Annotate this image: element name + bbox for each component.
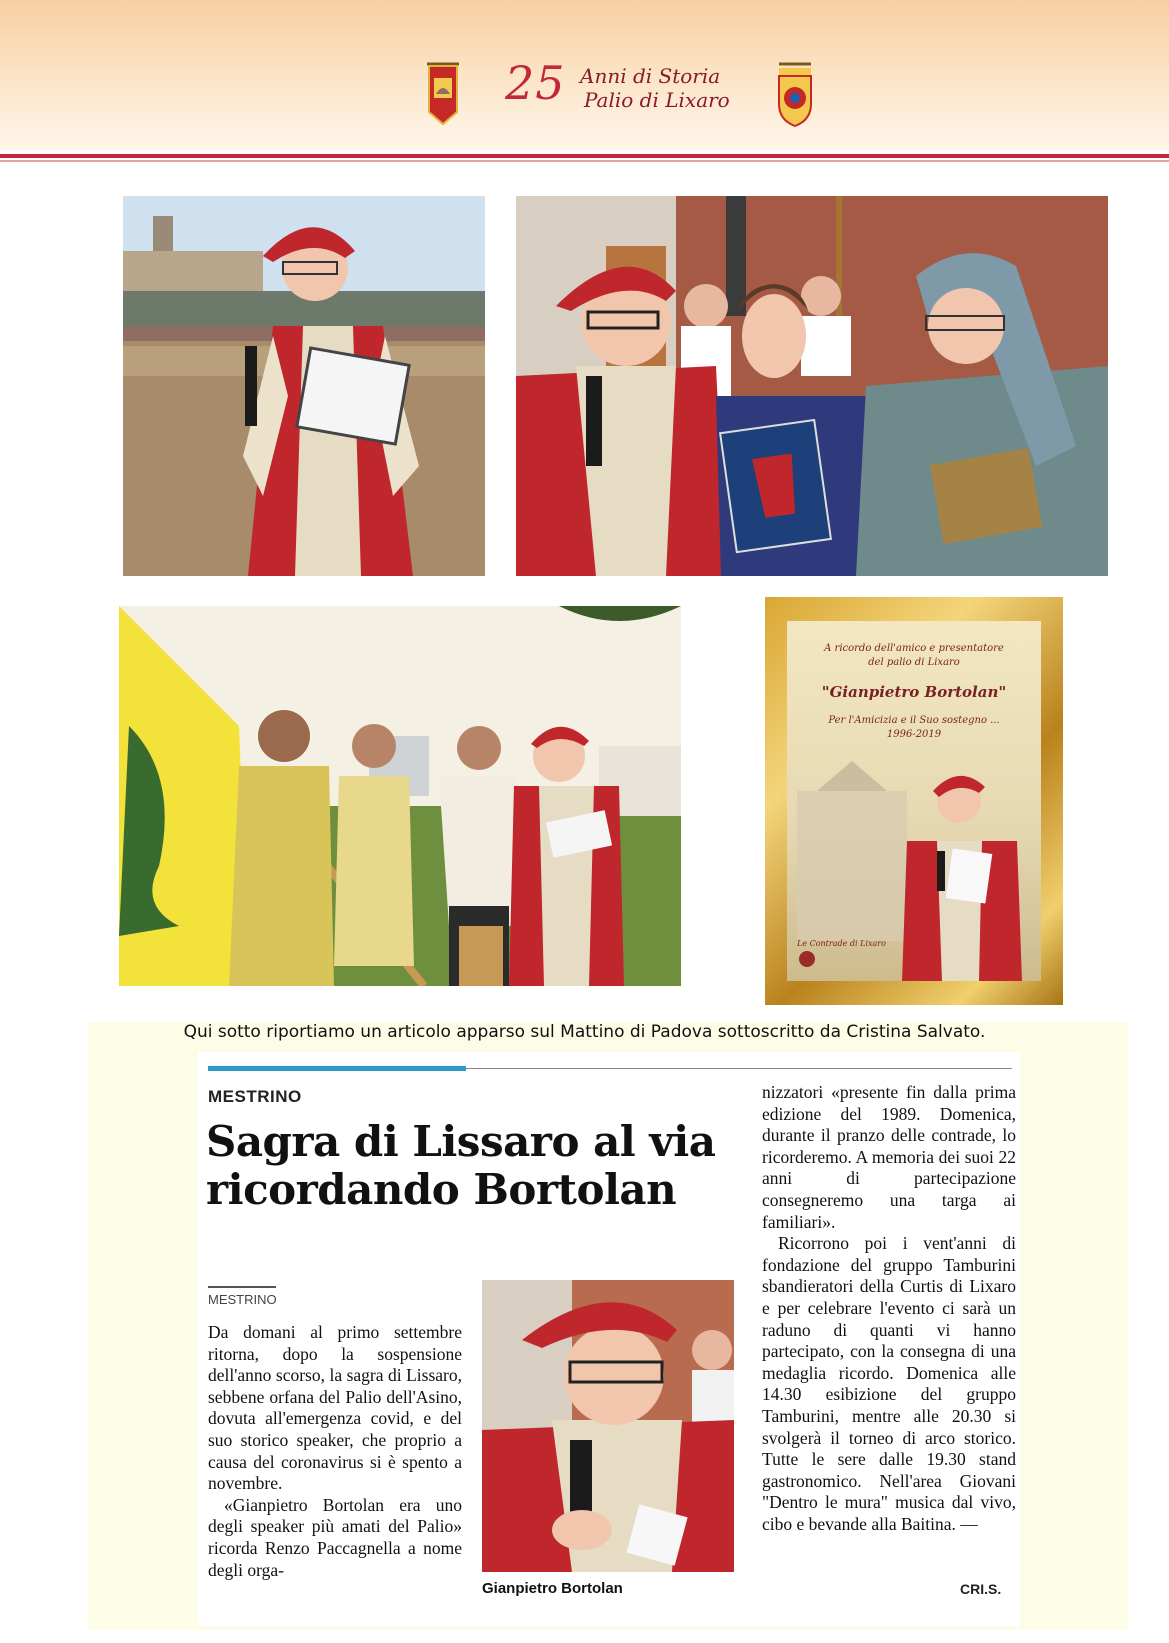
article-signature: CRI.S. [960, 1581, 1002, 1597]
header-title [580, 64, 730, 112]
plaque-years: 1996-2019 [886, 729, 942, 740]
article-intro-caption: Qui sotto riportiamo un articolo apparso sul Mattino di Padova sottoscritto da Cristina Salvato. [183, 1022, 986, 1042]
headline-line1: Sagra di Lissaro al via [206, 1117, 716, 1166]
memorial-plaque [787, 621, 1041, 981]
shield-emblem-icon [775, 60, 815, 130]
article-paragraph: nizzatori «presente fin dalla prima edizione del 1989. Domenica, durante il pranzo delle contrade, lo ricorderemo. A memoria dei suoi 22 anni di partecipazione consegneremo una targa ai familiari». [762, 1082, 1016, 1232]
memorial-plaque-frame [765, 597, 1063, 1005]
header-divider-thin [0, 160, 1169, 162]
header-anniversary-number: 25 [505, 56, 566, 110]
plaque-line1: A ricordo dell'amico e presentatore [824, 643, 1004, 654]
plaque-footer: Le Contrade di Lixaro [797, 939, 886, 948]
header-title-line1: Anni di Storia [580, 64, 721, 88]
article-paragraph: «Gianpietro Bortolan era uno degli speaker più amati del Palio» ricorda Renzo Paccagnella a nome degli orga- [208, 1494, 462, 1580]
byline-rule [208, 1286, 276, 1288]
article-column-2 [762, 1082, 1016, 1535]
plaque-seal [799, 951, 815, 967]
headline-line2: ricordando Bortolan [206, 1165, 677, 1214]
section-rule-thin [466, 1068, 1012, 1069]
article-dateline: MESTRINO [208, 1292, 277, 1307]
header-title-line2: Palio di Lixaro [584, 88, 730, 112]
photo-speaker-field [123, 196, 485, 576]
article-column-1 [208, 1322, 462, 1581]
header-divider [0, 154, 1169, 158]
article-photo-caption: Gianpietro Bortolan [482, 1580, 623, 1597]
plaque-line2: del palio di Lixaro [868, 657, 960, 668]
article-photo-bortolan [482, 1280, 734, 1572]
article-paragraph: Ricorrono poi i vent'anni di fondazione del gruppo Tamburini sbandieratori della Curtis di Lixaro e per celebrare l'evento ci sarà un raduno di quanti vi hanno partecipato, con la consegna di una medaglia ricordo. Domenica alle 14.30 esibizione del gruppo Tamburini, mentre alle 20.30 si svolgerà il torneo di arco storico. Tutte le sere dalle 19.30 stand gastronomico. Nell'area Giovani "Dentro le mura" musica dal vivo, cibo e bevande alla Baitina. — [762, 1233, 1016, 1534]
plaque-line3: Per l'Amicizia e il Suo sostegno ... [828, 715, 1000, 726]
article-paragraph: Da domani al primo settembre ritorna, dopo la sospensione dell'anno scorso, la sagra di Lissaro, sebbene orfana del Palio dell'Asino, dovuta all'emergenza covid, e del suo storico speaker, che proprio a causa del coronavirus si è spento a novembre. [208, 1322, 462, 1494]
article-headline [206, 1118, 726, 1214]
photo-speaker-group [516, 196, 1108, 576]
section-rule [208, 1066, 466, 1071]
photo-flag-bearers [119, 606, 681, 986]
plaque-name: "Gianpietro Bortolan" [821, 683, 1007, 701]
article-kicker: MESTRINO [208, 1087, 302, 1106]
banner-emblem-icon [423, 60, 463, 130]
